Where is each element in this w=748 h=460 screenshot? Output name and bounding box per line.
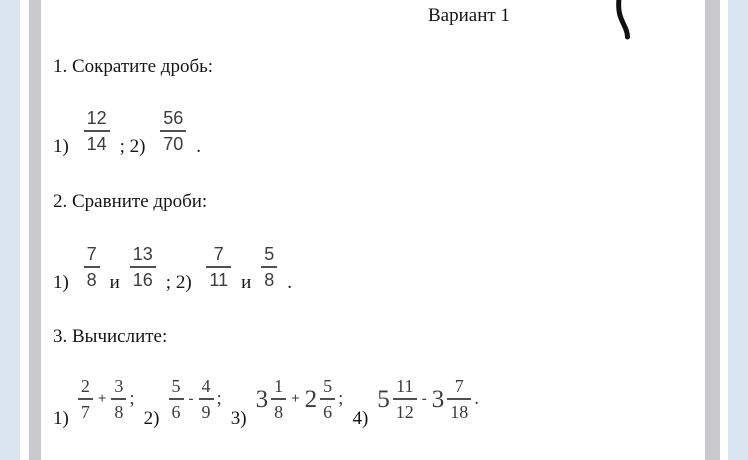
- fraction-numerator: 7: [86, 244, 97, 264]
- section2-answers-row: [53, 236, 292, 294]
- expression-2: [169, 377, 222, 421]
- fraction-denominator: 8: [111, 398, 126, 421]
- fraction-11-12: [393, 377, 417, 421]
- whole-number: 5: [377, 385, 390, 413]
- variant-title: Вариант 1: [428, 5, 510, 26]
- fraction-denominator: 11: [206, 266, 231, 289]
- item-label: 1): [53, 136, 74, 158]
- fraction-numerator: 56: [163, 108, 184, 128]
- fraction-numerator: 12: [86, 108, 107, 128]
- period-text: .: [196, 136, 201, 158]
- plus-operator: +: [291, 390, 300, 407]
- section2-heading: 2. Сравните дроби:: [53, 191, 208, 212]
- fraction-numerator: 5: [171, 376, 181, 396]
- and-text: и: [241, 272, 252, 294]
- fraction-numerator: 5: [323, 376, 333, 396]
- fraction-numerator: 7: [213, 244, 224, 264]
- separator-text: ; 2): [165, 272, 197, 294]
- semicolon-text: ;: [216, 388, 222, 409]
- page-edge-bar-right: [705, 0, 720, 460]
- pen-stroke-mark-icon: [605, 0, 635, 42]
- item-label: 4): [352, 408, 369, 430]
- fraction-numerator: 1: [274, 376, 284, 396]
- fraction-2-7: [78, 377, 93, 421]
- fraction-5-8: [261, 245, 277, 289]
- fraction-4-9: [199, 377, 214, 421]
- fraction-7-18: [447, 377, 471, 421]
- section1-answers-row: [53, 100, 201, 158]
- fraction-12-14: [84, 109, 110, 153]
- period-text: .: [287, 272, 293, 294]
- whole-number: 3: [255, 385, 269, 413]
- fraction-7-8: [84, 245, 100, 289]
- fraction-numerator: 11: [396, 376, 414, 396]
- minus-operator: -: [188, 390, 194, 407]
- fraction-denominator: 12: [393, 398, 417, 421]
- fraction-denominator: 8: [84, 266, 100, 289]
- fraction-denominator: 18: [447, 398, 471, 421]
- fraction-numerator: 3: [114, 376, 124, 396]
- fraction-denominator: 9: [199, 398, 214, 421]
- plus-operator: +: [97, 390, 107, 407]
- fraction-3-8: [111, 377, 126, 421]
- fraction-13-16: [130, 245, 156, 289]
- expression-1: [78, 377, 135, 421]
- fraction-denominator: 70: [160, 130, 186, 153]
- fraction-7-11: [206, 245, 231, 289]
- semicolon-text: ;: [338, 388, 344, 409]
- window-margin-right: [728, 0, 748, 460]
- and-text: и: [109, 272, 120, 294]
- fraction-denominator: 14: [84, 130, 110, 153]
- section1-heading: 1. Сократите дробь:: [53, 56, 214, 77]
- fraction-56-70: [160, 109, 186, 153]
- item-label: 3): [230, 408, 247, 430]
- whole-number: 2: [304, 385, 318, 413]
- fraction-denominator: 7: [78, 398, 93, 421]
- separator-text: ; 2): [119, 136, 151, 158]
- fraction-numerator: 5: [264, 244, 275, 264]
- item-label: 2): [143, 408, 160, 430]
- fraction-5-6: [169, 377, 184, 421]
- whole-number: 3: [431, 385, 445, 413]
- fraction-numerator: 13: [132, 244, 153, 264]
- minus-operator: -: [421, 390, 427, 407]
- semicolon-text: ;: [129, 388, 135, 409]
- item-label: 1): [53, 408, 69, 430]
- fraction-denominator: 8: [271, 398, 286, 421]
- fraction-denominator: 16: [130, 266, 156, 289]
- fraction-numerator: 4: [201, 376, 211, 396]
- page-edge-bar-left: [29, 0, 41, 460]
- fraction-denominator: 8: [261, 266, 277, 289]
- fraction-1-8: [271, 377, 286, 421]
- section3-expressions-row: [53, 366, 479, 430]
- period-text: .: [474, 388, 480, 409]
- fraction-5-6: [320, 377, 335, 421]
- section3-heading: 3. Вычислите:: [53, 326, 168, 347]
- fraction-numerator: 2: [80, 376, 90, 396]
- fraction-denominator: 6: [320, 398, 335, 421]
- expression-3: [256, 377, 344, 421]
- expression-4: [377, 377, 479, 421]
- window-margin-left: [0, 0, 20, 460]
- item-label: 1): [53, 272, 74, 294]
- fraction-denominator: 6: [169, 398, 184, 421]
- fraction-numerator: 7: [454, 376, 464, 396]
